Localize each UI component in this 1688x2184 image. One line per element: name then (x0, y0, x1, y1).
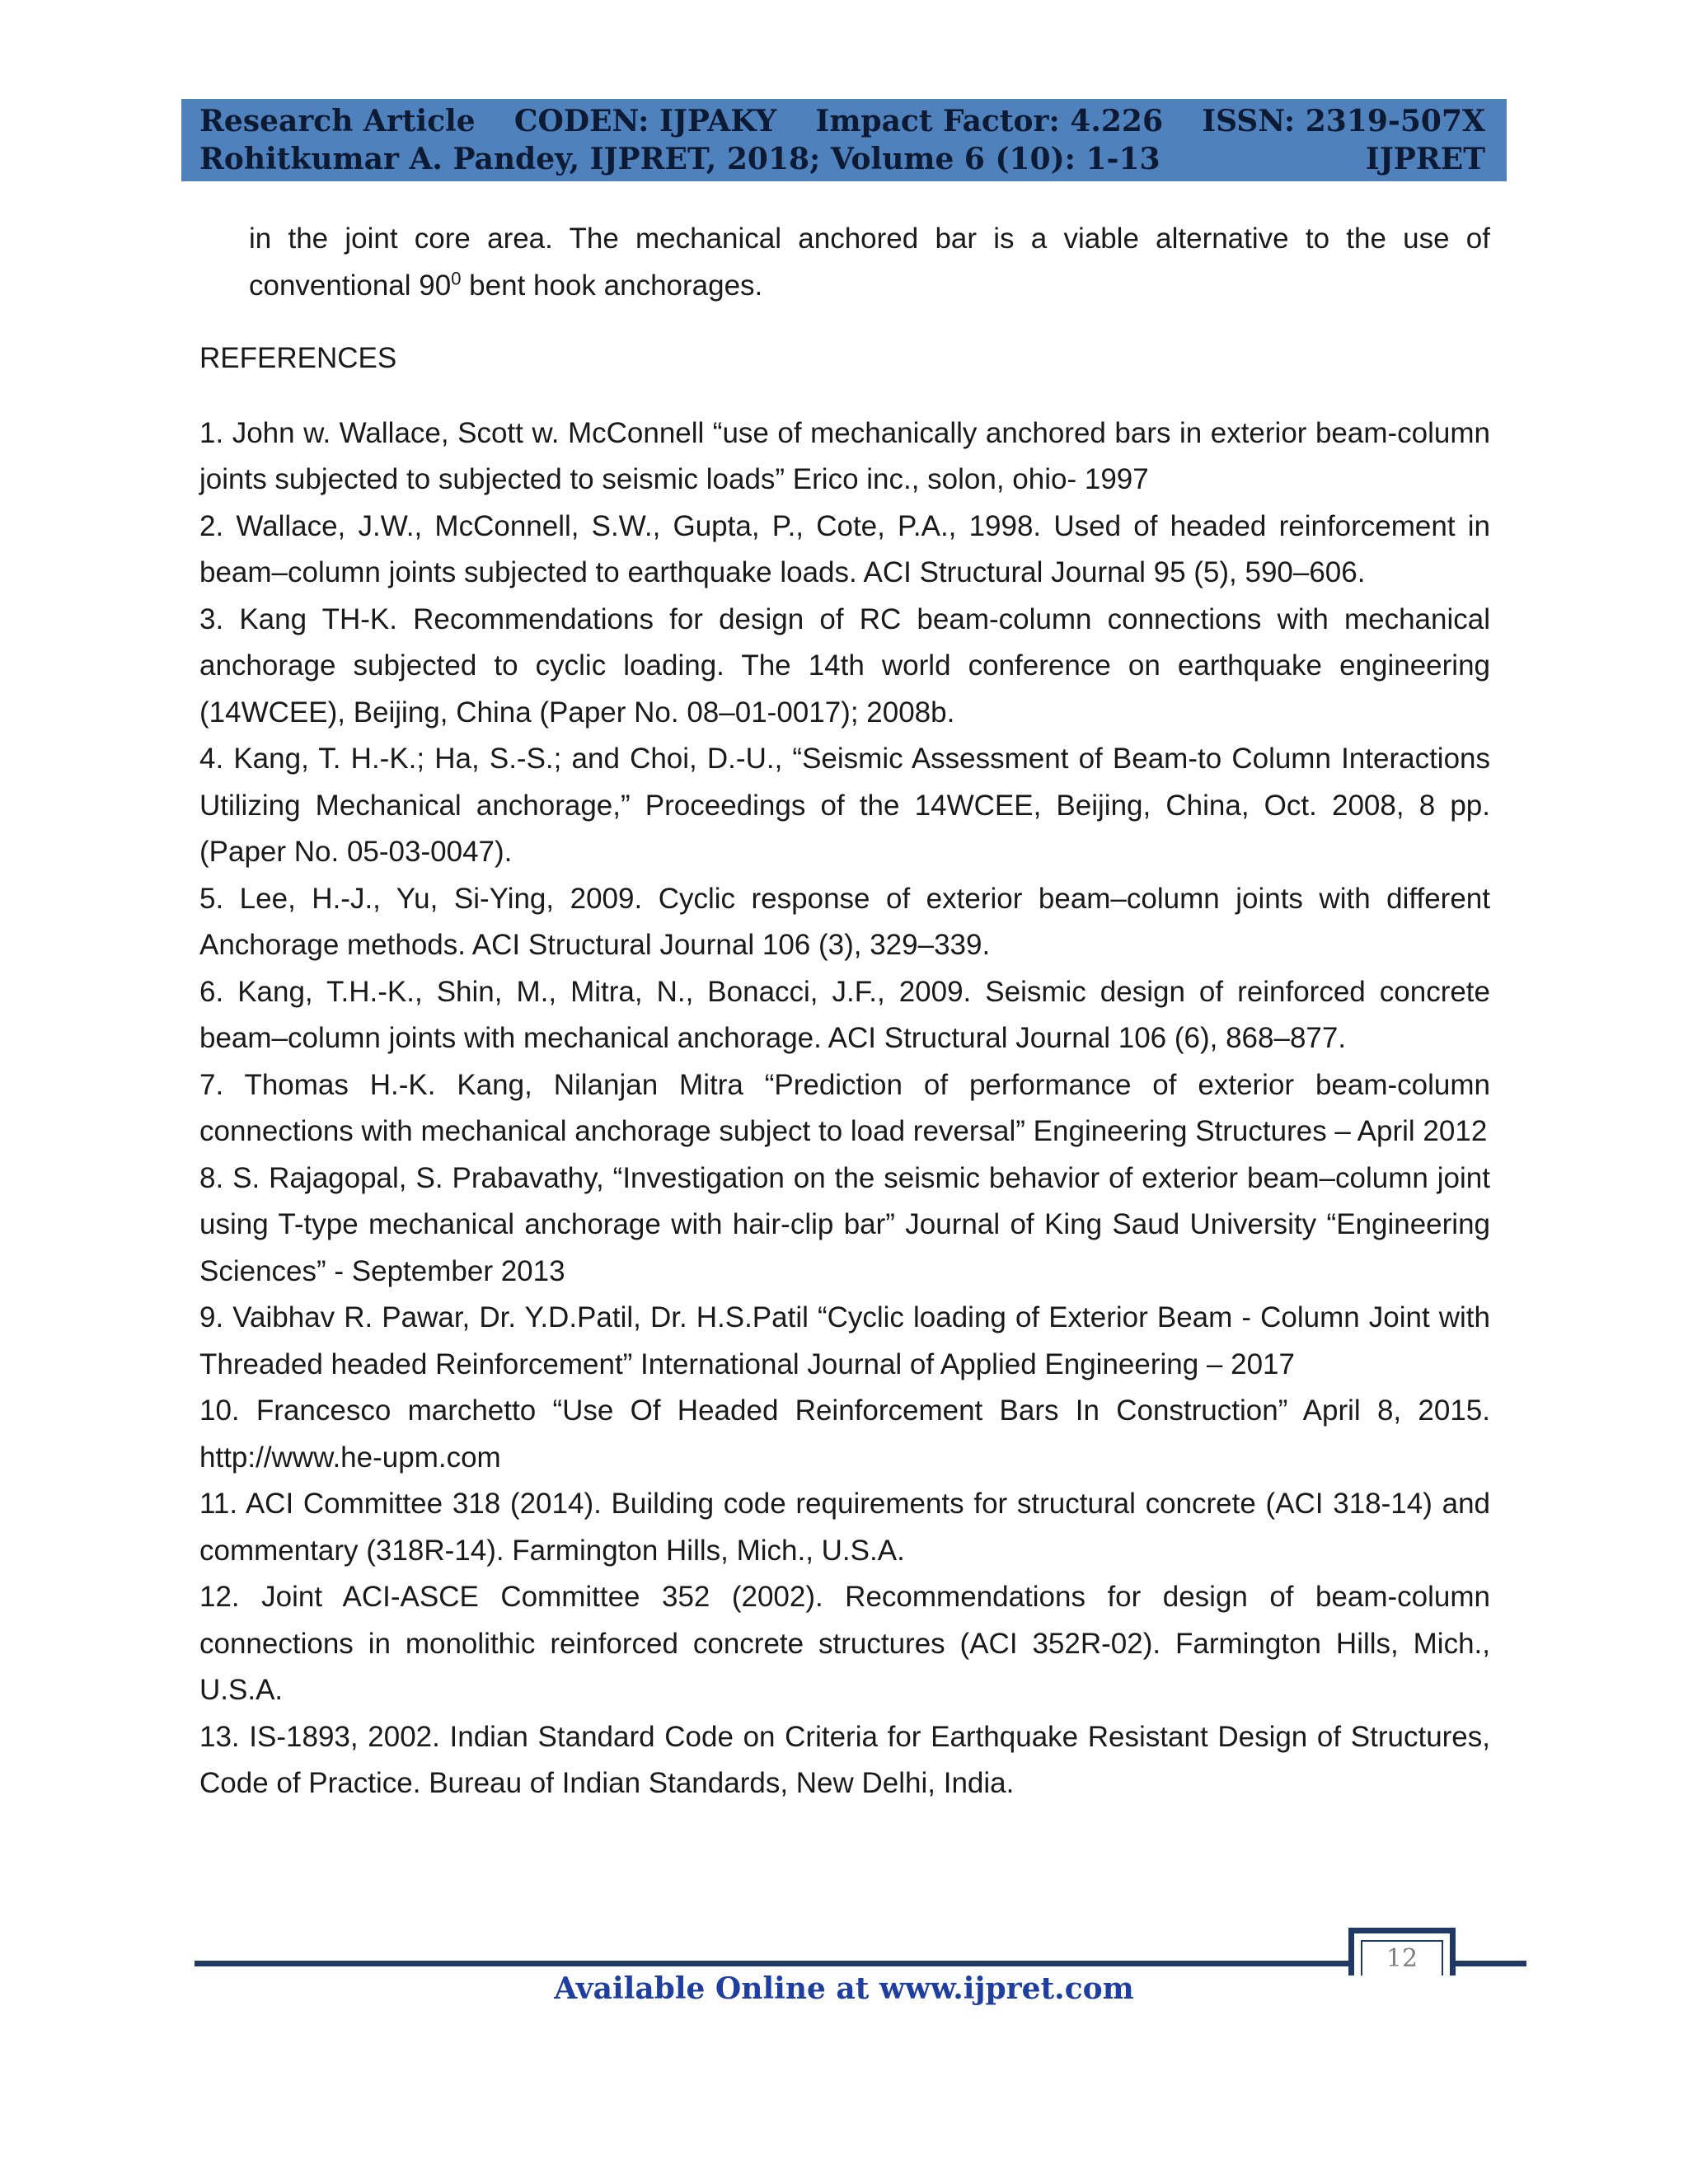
degree-superscript: 0 (451, 267, 462, 288)
reference-item: 12. Joint ACI-ASCE Committee 352 (2002). Recommendations for design of beam-column connections in monolithic reinforced concrete structures (ACI 352R-02). Farmington Hills, Mich., U.S.A. (199, 1581, 1490, 1706)
journal-abbr: IJPRET (1365, 142, 1485, 176)
reference-item: 6. Kang, T.H.-K., Shin, M., Mitra, N., Bonacci, J.F., 2009. Seismic design of reinforced concrete beam–column joints with mechanical anchorage. ACI Structural Journal 106 (6), 868–877. (199, 975, 1490, 1054)
references-list (199, 410, 1490, 1807)
citation: Rohitkumar A. Pandey, IJPRET, 2018; Volume 6 (10): 1-13 (199, 142, 1160, 176)
reference-item: 2. Wallace, J.W., McConnell, S.W., Gupta, P., Cote, P.A., 1998. Used of headed reinforcement in beam–column joints subjected to earthquake loads. ACI Structural Journal 95 (5), 590–606. (199, 509, 1490, 588)
coden: CODEN: IJPAKY (513, 104, 777, 138)
article-type: Research Article (199, 104, 476, 138)
reference-item: 10. Francesco marchetto “Use Of Headed Reinforcement Bars In Construction” April 8, 2015. http://www.he-upm.com (199, 1394, 1490, 1474)
reference-item: 1. John w. Wallace, Scott w. McConnell “use of mechanically anchored bars in exterior beam-column joints subjected to subjected to seismic loads” Erico inc., solon, ohio- 1997 (199, 416, 1490, 495)
page-number-frame (1361, 1940, 1443, 1975)
header-row-1 (199, 102, 1485, 140)
reference-item: 7. Thomas H.-K. Kang, Nilanjan Mitra “Prediction of performance of exterior beam-column connections with mechanical anchorage subject to load reversal” Engineering Structures – April 2012 (199, 1068, 1490, 1147)
intro-paragraph (249, 216, 1490, 309)
available-online-text: Available Online at www.ijpret.com (554, 1971, 1134, 2006)
intro-text-after: bent hook anchorages. (461, 269, 763, 302)
reference-item: 3. Kang TH-K. Recommendations for design of RC beam-column connections with mechanical anchorage subjected to cyclic loading. The 14th world conference on earthquake engineering (14WCEE), Beijing, China (Paper No. 08–01-0017); 2008b. (199, 602, 1490, 729)
reference-item: 5. Lee, H.-J., Yu, Si-Ying, 2009. Cyclic response of exterior beam–column joints with different Anchorage methods. ACI Structural Journal 106 (3), 329–339. (199, 882, 1490, 961)
page-number: 12 (1386, 1944, 1418, 1973)
reference-item: 4. Kang, T. H.-K.; Ha, S.-S.; and Choi, D.-U., “Seismic Assessment of Beam-to Column Interactions Utilizing Mechanical anchorage,” Proceedings of the 14WCEE, Beijing, China, Oct. 2008, 8 pp. (Paper No. 05-03-0047). (199, 743, 1490, 868)
issn: ISSN: 2319-507X (1202, 104, 1485, 138)
reference-item: 11. ACI Committee 318 (2014). Building code requirements for structural concrete (ACI 318-14) and commentary (318R-14). Farmington Hills, Mich., U.S.A. (199, 1488, 1490, 1567)
page-number-box (1348, 1928, 1456, 1975)
references-heading: REFERENCES (199, 342, 397, 374)
reference-item: 13. IS-1893, 2002. Indian Standard Code on Criteria for Earthquake Resistant Design of Structures, Code of Practice. Bureau of Indian Standards, New Delhi, India. (199, 1720, 1490, 1799)
intro-text-before: in the joint core area. The mechanical anchored bar is a viable alternative to the use of conventional 90 (249, 223, 1490, 302)
reference-item: 9. Vaibhav R. Pawar, Dr. Y.D.Patil, Dr. H.S.Patil “Cyclic loading of Exterior Beam - Column Joint with Threaded headed Reinforcement” International Journal of Applied Engineering – 2017 (199, 1301, 1490, 1380)
page-content (199, 216, 1490, 1807)
header-row-2 (199, 140, 1485, 178)
reference-item: 8. S. Rajagopal, S. Prabavathy, “Investigation on the seismic behavior of exterior beam–column joint using T-type mechanical anchorage with hair-clip bar” Journal of King Saud University “Engineering Sciences” - September 2013 (199, 1161, 1490, 1287)
footer-rule (195, 1961, 1526, 1966)
impact-factor: Impact Factor: 4.226 (815, 104, 1164, 138)
journal-header-banner (181, 99, 1507, 181)
